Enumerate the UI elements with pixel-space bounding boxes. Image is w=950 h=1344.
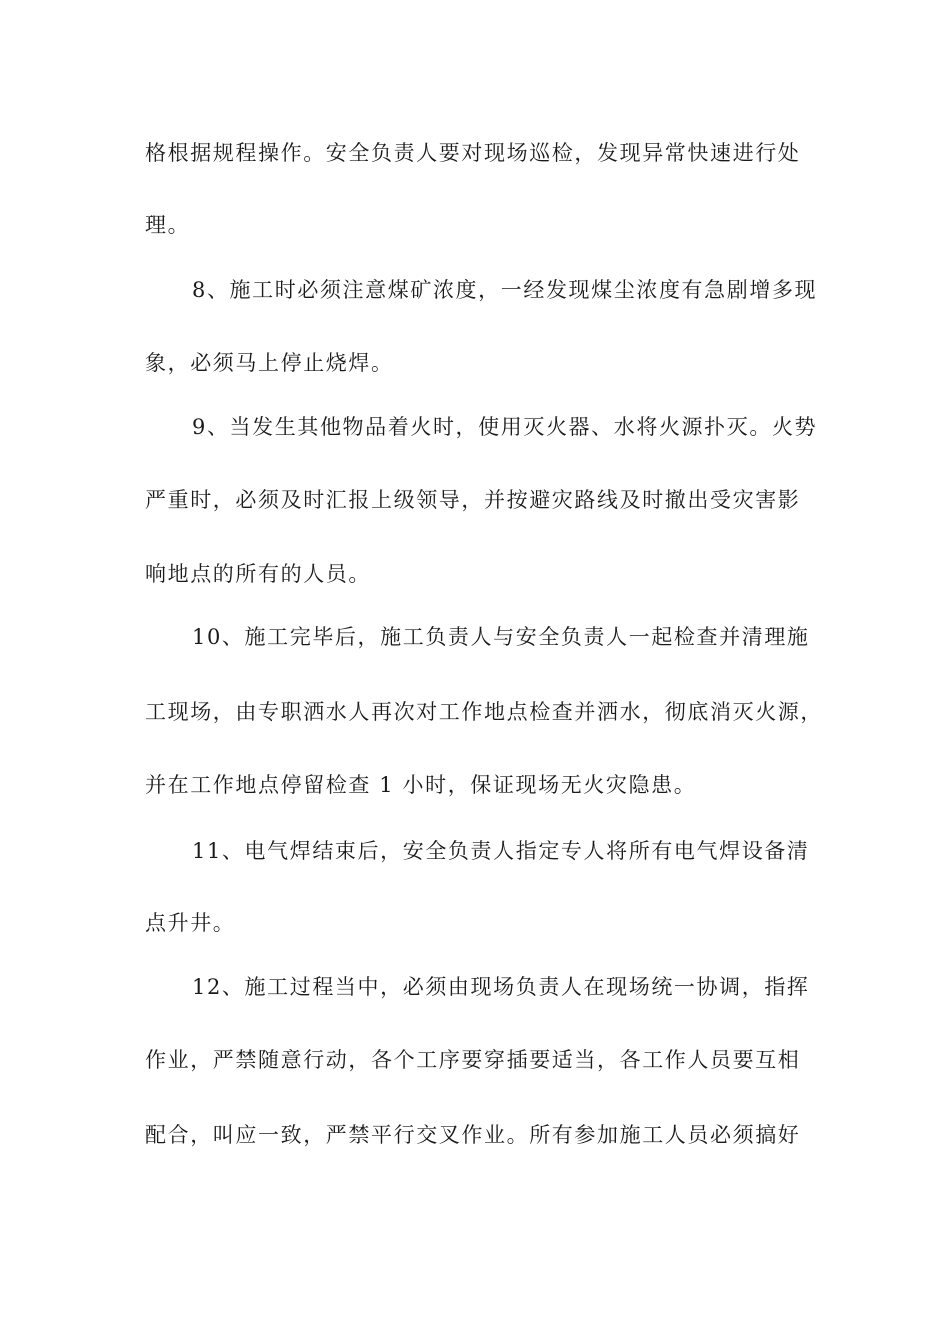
paragraph-9-line: 9、当发生其他物品着火时，使用灭火器、水将火源扑灭。火势	[192, 415, 818, 439]
text-line: 格根据规程操作。安全负责人要对现场巡检，发现异常快速进行处	[145, 141, 801, 165]
text-line: 作业，严禁随意行动，各个工序要穿插要适当，各工作人员要互相	[145, 1048, 801, 1072]
paragraph-11-line: 11、电气焊结束后，安全负责人指定专人将所有电气焊设备清	[192, 839, 810, 863]
paragraph-12-line: 12、施工过程当中，必须由现场负责人在现场统一协调，指挥	[192, 975, 810, 999]
text-line: 响地点的所有的人员。	[145, 562, 371, 586]
text-line: 象，必须马上停止烧焊。	[145, 351, 394, 375]
paragraph-8-line: 8、施工时必须注意煤矿浓度，一经发现煤尘浓度有急剧增多现	[192, 278, 818, 302]
text-line: 点升井。	[145, 911, 236, 935]
text-line: 理。	[145, 213, 191, 237]
paragraph-10-line: 10、施工完毕后，施工负责人与安全负责人一起检查并清理施	[192, 625, 810, 649]
text-line: 工现场，由专职洒水人再次对工作地点检查并洒水，彻底消灭火源，	[145, 700, 823, 724]
text-line: 配合，叫应一致，严禁平行交叉作业。所有参加施工人员必须搞好	[145, 1123, 801, 1147]
text-line: 严重时，必须及时汇报上级领导，并按避灾路线及时撤出受灾害影	[145, 488, 801, 512]
text-line: 并在工作地点停留检查 1 小时，保证现场无火灾隐患。	[145, 773, 697, 797]
